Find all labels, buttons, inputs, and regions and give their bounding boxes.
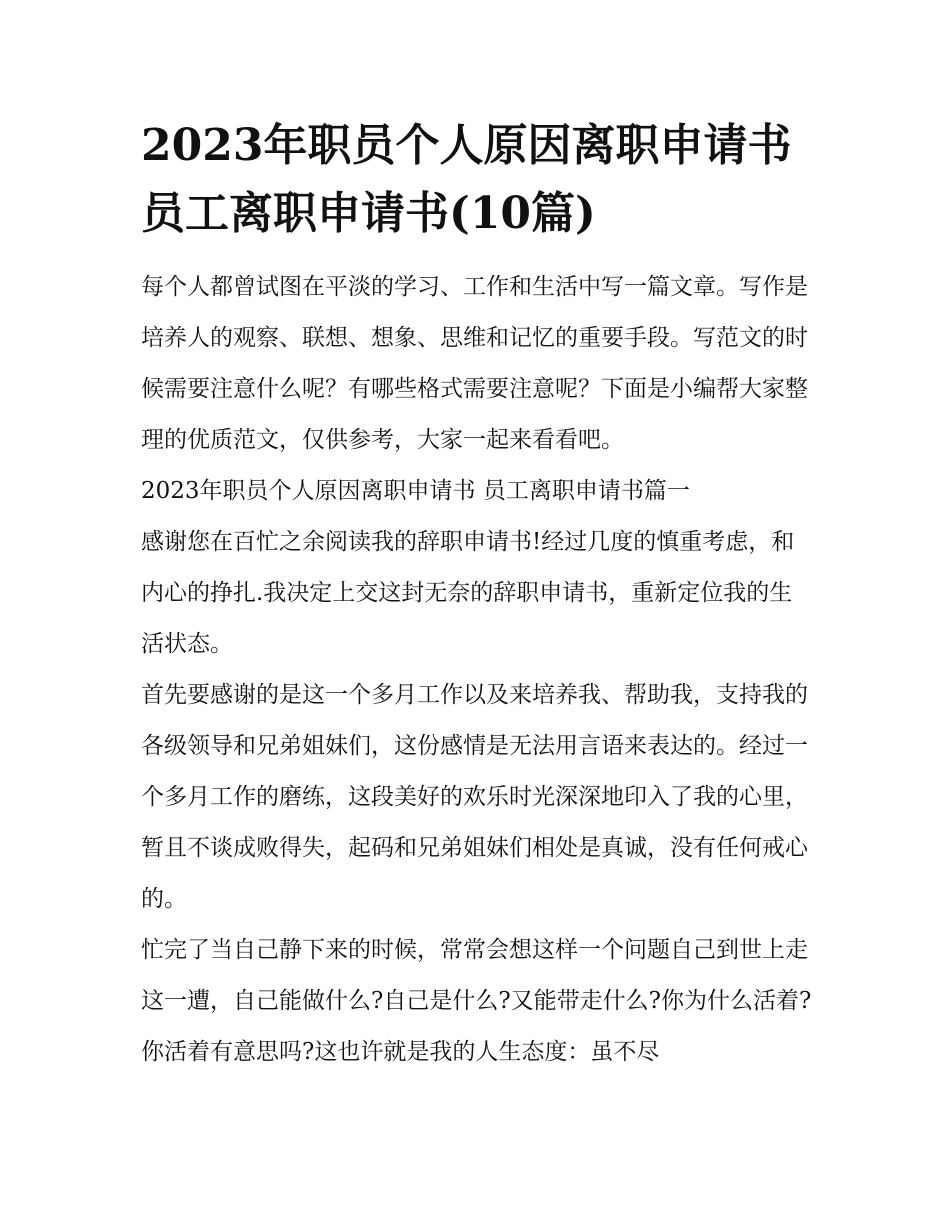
paragraph-intro: 每个人都曾试图在平淡的学习、工作和生活中写一篇文章。写作是培养人的观察、联想、想象、思维和记忆的重要手段。写范文的时候需要注意什么呢？有哪些格式需要注意呢？下面是小编帮大家整理的优质范文，仅供参考，大家一起来看看吧。 xyxy=(141,274,808,453)
paragraph-reflection: 忙完了当自己静下来的时候，常常会想这样一个问题自己到世上走这一遭，自己能做什么?自己是什么?又能带走什么?你为什么活着?你活着有意思吗?这也许就是我的人生态度：虽不尽 xyxy=(141,937,812,1065)
document-body xyxy=(141,262,813,1078)
paragraph-section-heading: 2023年职员个人原因离职申请书 员工离职申请书篇一 xyxy=(141,478,690,504)
document-title: 2023年职员个人原因离职申请书 员工离职申请书(10篇) xyxy=(141,120,792,239)
paragraph-thanks: 感谢您在百忙之余阅读我的辞职申请书!经过几度的慎重考虑，和内心的挣扎.我决定上交这封无奈的辞职申请书，重新定位我的生活状态。 xyxy=(141,529,795,657)
document-page xyxy=(141,112,813,1078)
paragraph-gratitude: 首先要感谢的是这一个多月工作以及来培养我、帮助我，支持我的各级领导和兄弟姐妹们，这份感情是无法用言语来表达的。经过一个多月工作的磨练，这段美好的欢乐时光深深地印入了我的心里，暂且不谈成败得失，起码和兄弟姐妹们相处是真诚，没有任何戒心的。 xyxy=(141,682,808,912)
